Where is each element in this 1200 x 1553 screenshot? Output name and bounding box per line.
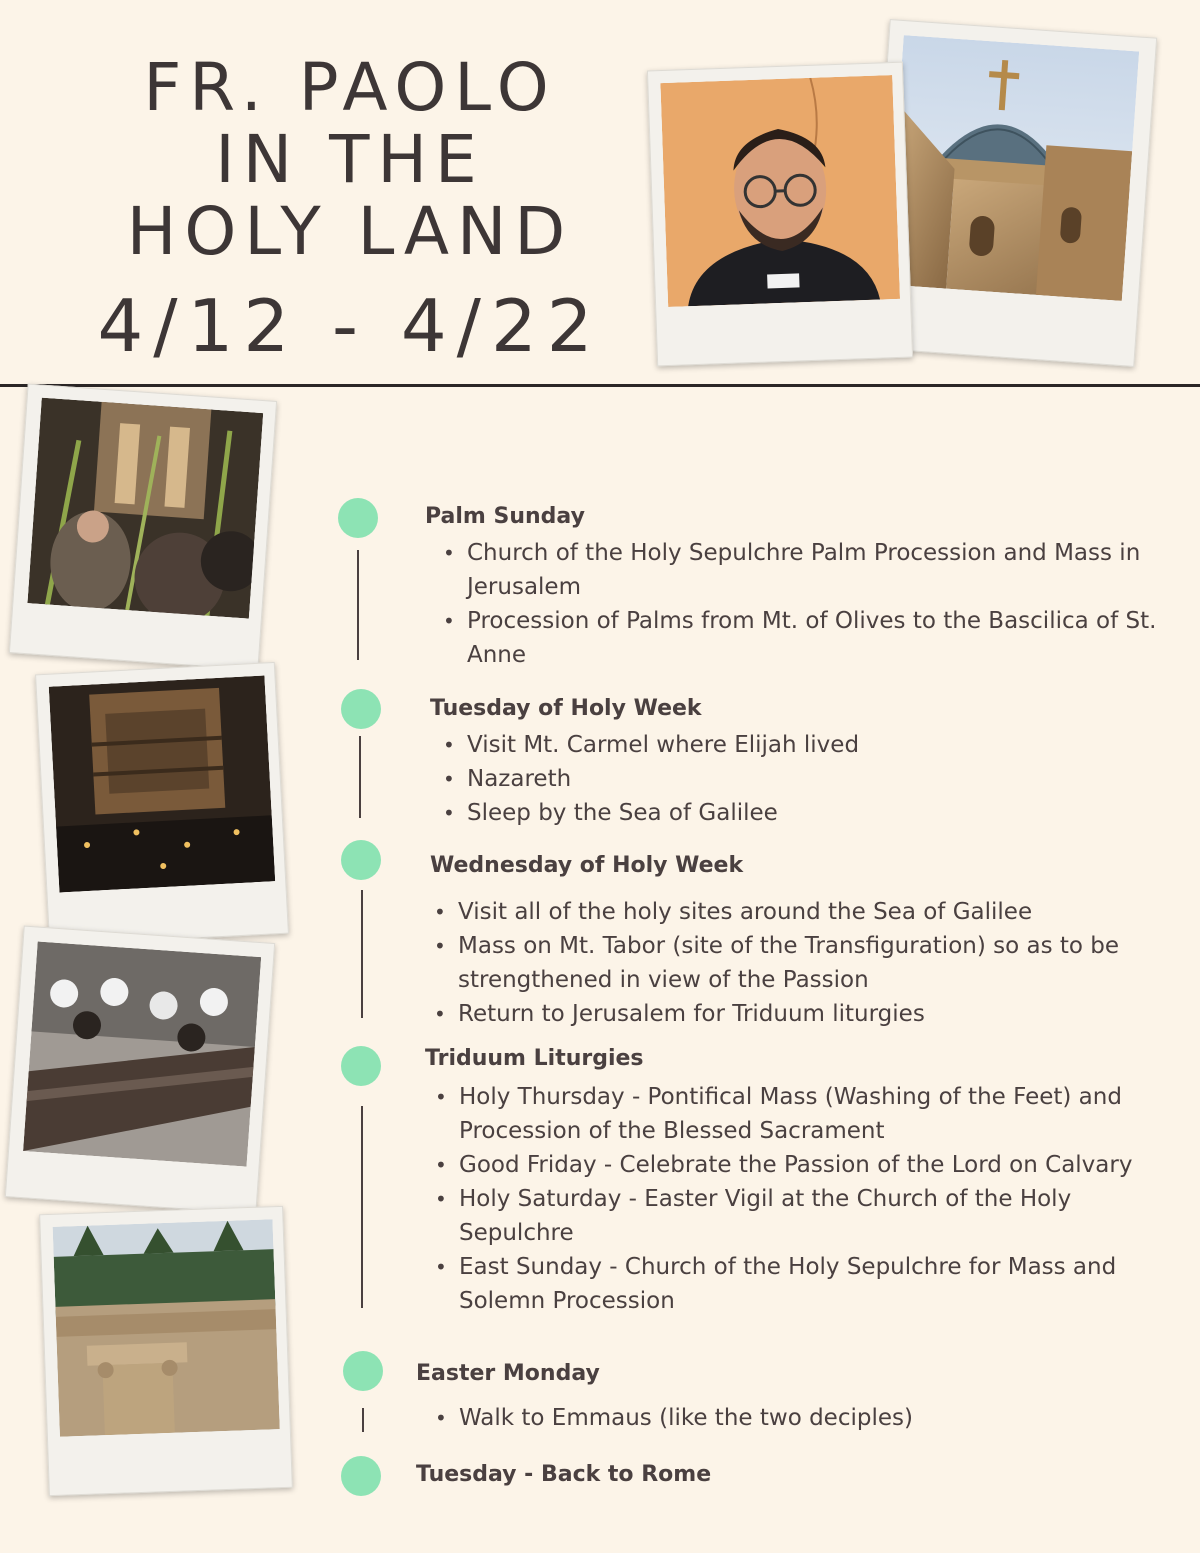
section-palm-sunday [425,502,1165,672]
list-item: • Mass on Mt. Tabor (site of the Transfiguration) so as to be strengthened in view of the Passion [424,929,1170,997]
timeline-dot-easter-monday [343,1351,383,1391]
list-item: • Holy Saturday - Easter Vigil at the Church of the Holy Sepulchre [425,1182,1170,1250]
section-triduum-liturgies [425,1044,1170,1318]
section-heading: Easter Monday [416,1361,600,1386]
holy-sepulchre-crowd-photo [49,675,275,892]
trip-dates: 4/12 - 4/22 [97,284,603,368]
church-dome-photo [886,35,1139,301]
section-heading: Triduum Liturgies [425,1046,644,1071]
section-easter-monday [416,1359,1166,1435]
page-title [40,49,660,368]
list-item: • East Sunday - Church of the Holy Sepulchre for Mass and Solemn Procession [425,1250,1170,1318]
section-tuesday-holy-week [430,694,1170,830]
section-wednesday-holy-week [430,851,1170,1031]
section-heading: Wednesday of Holy Week [430,853,744,878]
palm-procession-photo [27,398,263,619]
list-item: • Good Friday - Celebrate the Passion of the Lord on Calvary [425,1148,1170,1182]
timeline-connector [362,1408,364,1432]
list-item: • Visit all of the holy sites around the Sea of Galilee [424,895,1170,929]
list-item: • Return to Jerusalem for Triduum liturgies [424,997,1170,1031]
title-line-2: IN THE [215,121,485,198]
ruins-column-photo [53,1219,280,1437]
list-item: • Church of the Holy Sepulchre Palm Procession and Mass in Jerusalem [433,536,1165,604]
timeline-connector [359,736,361,818]
timeline-dot-back-to-rome [341,1456,381,1496]
header-divider [0,384,1200,387]
timeline-dot-tuesday-holy-week [341,689,381,729]
timeline-dot-wednesday-holy-week [341,840,381,880]
polaroid-stone-of-anointing [5,926,275,1215]
title-line-1: FR. PAOLO [143,49,557,126]
fr-paolo-photo [660,75,900,307]
polaroid-palm-procession [9,384,277,671]
timeline-dot-palm-sunday [338,498,378,538]
section-back-to-rome [416,1460,1166,1490]
list-item: • Sleep by the Sea of Galilee [433,796,1170,830]
stone-of-anointing-photo [23,942,261,1167]
timeline-connector [357,550,359,660]
list-item: • Walk to Emmaus (like the two deciples) [425,1401,1166,1435]
timeline-dot-triduum [341,1046,381,1086]
polaroid-holy-sepulchre-crowd [35,662,289,946]
polaroid-ruins-column [39,1206,293,1496]
section-heading: Tuesday of Holy Week [430,696,702,721]
timeline-connector [361,890,363,1018]
polaroid-fr-paolo [647,62,913,367]
list-item: • Procession of Palms from Mt. of Olives to the Bascilica of St. Anne [433,604,1165,672]
timeline-connector [361,1106,363,1308]
title-line-3: HOLY LAND [126,193,574,270]
list-item: • Holy Thursday - Pontifical Mass (Washing of the Feet) and Procession of the Blessed Sacrament [425,1080,1170,1148]
section-heading: Tuesday - Back to Rome [416,1462,712,1487]
list-item: • Visit Mt. Carmel where Elijah lived [433,728,1170,762]
section-heading: Palm Sunday [425,504,585,529]
list-item: • Nazareth [433,762,1170,796]
